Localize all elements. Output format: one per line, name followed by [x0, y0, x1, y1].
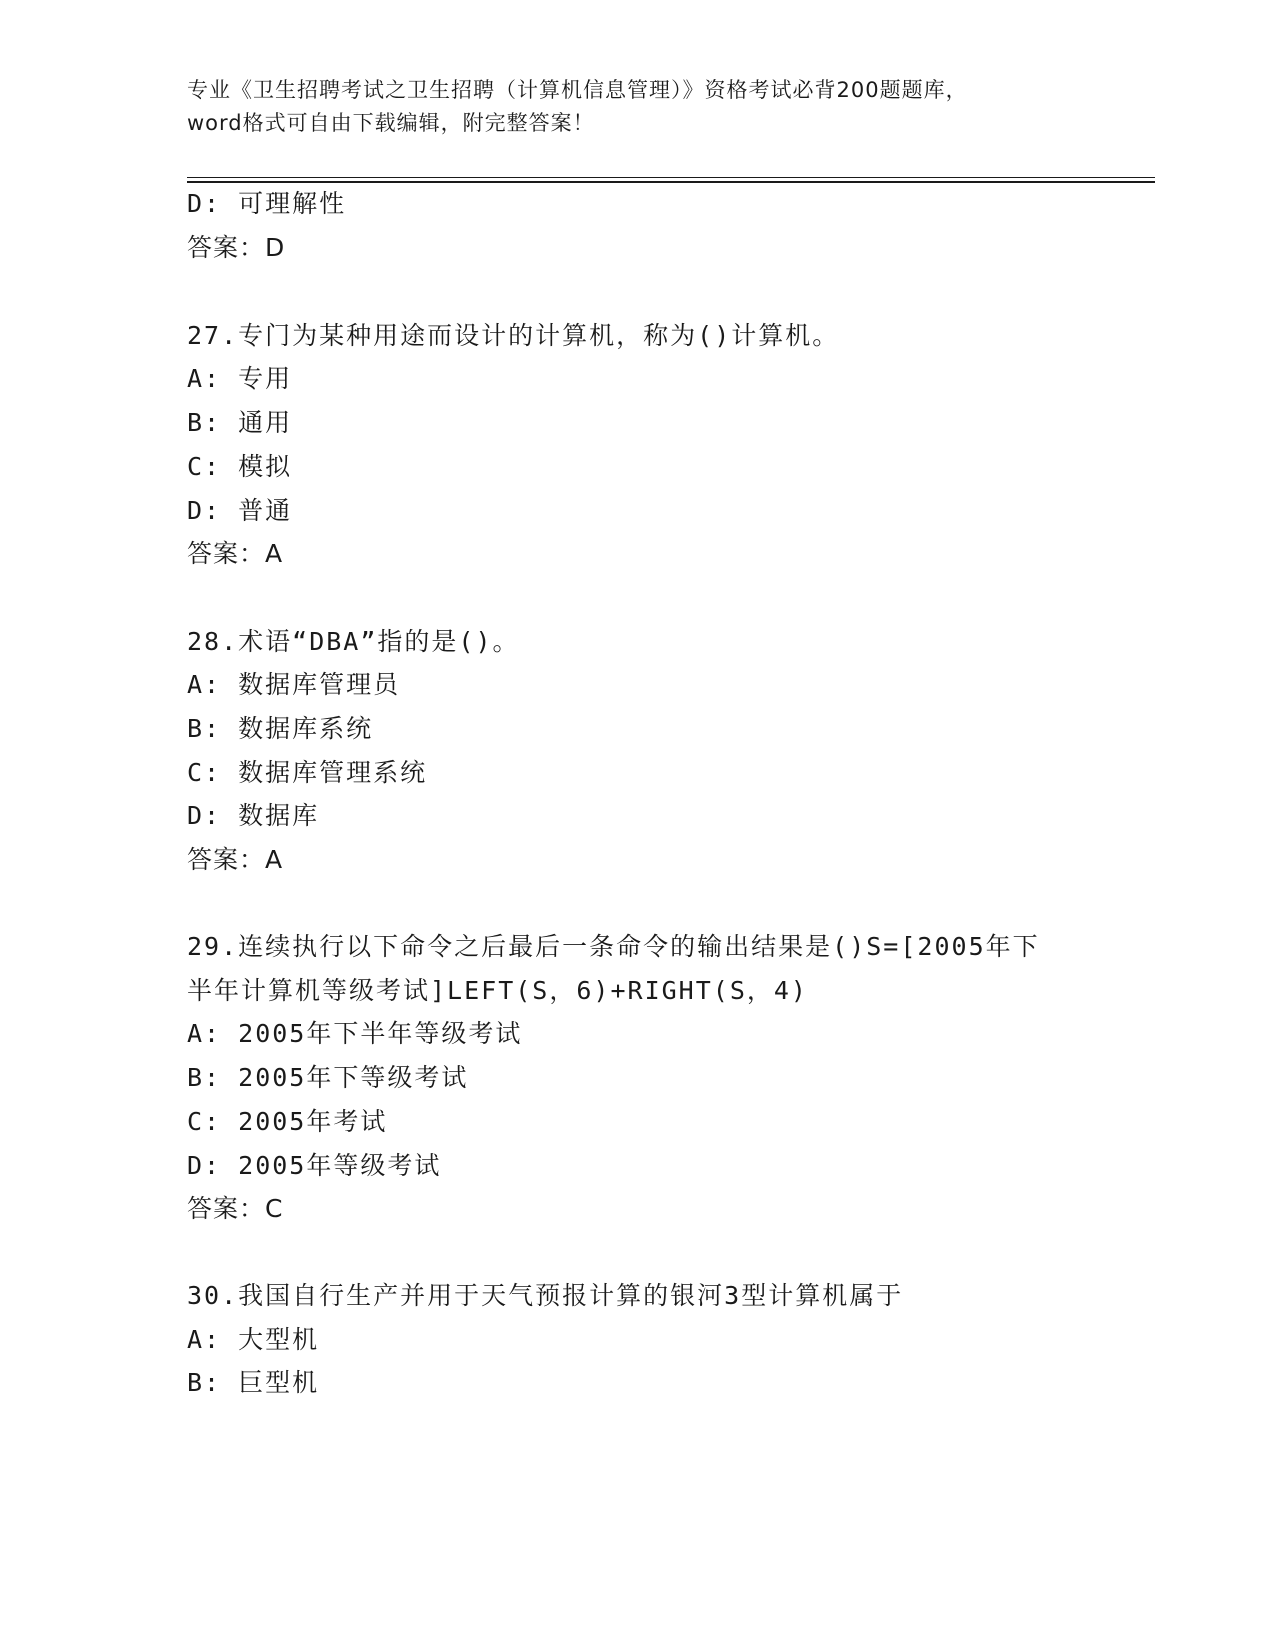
q29-question-line-2: 半年计算机等级考试]LEFT(S，6)+RIGHT(S，4): [187, 976, 808, 1005]
prev-answer: 答案：D: [187, 233, 286, 262]
q28-question: 28.术语“DBA”指的是()。: [187, 627, 520, 656]
document-header: [187, 74, 1087, 140]
prev-option-d: D: 可理解性: [187, 189, 347, 218]
q29-question-line-1: 29.连续执行以下命令之后最后一条命令的输出结果是()S=[2005年下: [187, 932, 1040, 961]
header-divider-thin: [187, 177, 1155, 178]
q29-option-c: C: 2005年考试: [187, 1107, 388, 1136]
q28-option-c: C: 数据库管理系统: [187, 758, 428, 787]
q27-option-a: A: 专用: [187, 364, 293, 393]
q30-question: 30.我国自行生产并用于天气预报计算的银河3型计算机属于: [187, 1281, 904, 1310]
q27-option-c: C: 模拟: [187, 452, 293, 481]
q28-answer: 答案：A: [187, 845, 284, 874]
q29-option-b: B: 2005年下等级考试: [187, 1063, 469, 1092]
q28-option-d: D: 数据库: [187, 801, 320, 830]
q27-option-d: D: 普通: [187, 496, 293, 525]
q29-option-a: A: 2005年下半年等级考试: [187, 1019, 523, 1048]
q28-option-b: B: 数据库系统: [187, 714, 374, 743]
q29-answer: 答案：C: [187, 1194, 284, 1223]
q30-option-b: B: 巨型机: [187, 1368, 320, 1397]
q27-question: 27.专门为某种用途而设计的计算机，称为()计算机。: [187, 321, 840, 350]
header-divider-thick: [187, 181, 1155, 183]
q27-answer: 答案：A: [187, 539, 284, 568]
q29-option-d: D: 2005年等级考试: [187, 1151, 442, 1180]
header-line-2: word格式可自由下载编辑，附完整答案！: [187, 111, 595, 135]
q28-option-a: A: 数据库管理员: [187, 670, 401, 699]
header-line-1: 专业《卫生招聘考试之卫生招聘（计算机信息管理）》资格考试必背200题题库，: [187, 78, 968, 102]
q30-option-a: A: 大型机: [187, 1325, 320, 1354]
q27-option-b: B: 通用: [187, 408, 293, 437]
